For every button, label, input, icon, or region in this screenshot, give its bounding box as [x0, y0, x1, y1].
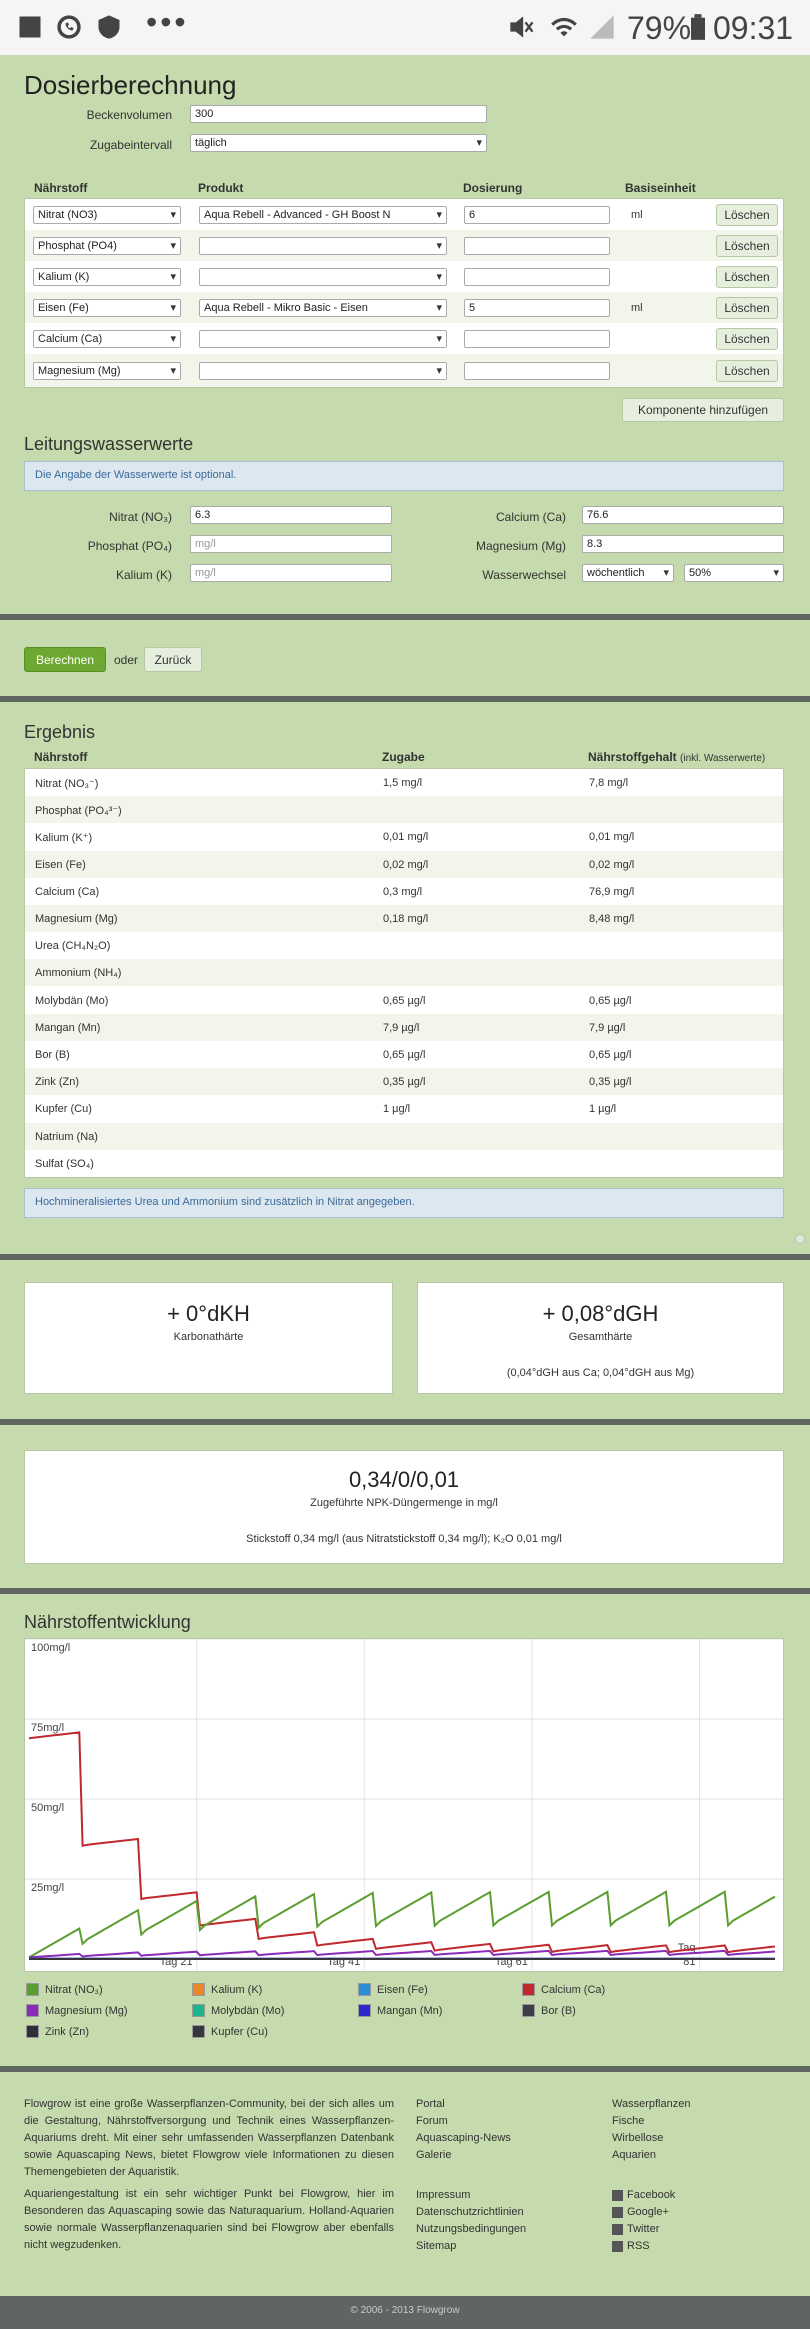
water-change-freq-select[interactable]: wöchentlich ▾: [582, 564, 674, 582]
footer-link[interactable]: Nutzungsbedingungen: [416, 2223, 527, 2235]
divider: [0, 1588, 810, 1594]
result-nutrient: Natrium (Na): [35, 1130, 98, 1143]
result-row: [25, 796, 783, 823]
result-nutrient: Eisen (Fe): [35, 858, 86, 871]
result-col-content-note: (inkl. Wasserwerte): [680, 753, 766, 764]
social-label: Twitter: [627, 2223, 660, 2235]
result-content: 0,35 µg/l: [589, 1076, 632, 1089]
divider: [0, 696, 810, 702]
result-dose: 0,65 µg/l: [383, 1049, 426, 1061]
result-nutrient: Magnesium (Mg): [35, 913, 118, 925]
dosage-row: [25, 199, 783, 230]
kh-card: [24, 1282, 393, 1394]
legend-swatch: [358, 1983, 371, 1996]
legend-label: Magnesium (Mg): [45, 2004, 128, 2017]
result-row: [25, 823, 783, 850]
legend-swatch: [522, 2004, 535, 2017]
phosphate-input[interactable]: mg/l: [190, 535, 392, 553]
scroll-handle[interactable]: [795, 1234, 805, 1244]
delete-button[interactable]: Löschen: [716, 235, 778, 257]
dosage-input[interactable]: 5: [464, 299, 610, 317]
wifi-icon: [550, 13, 578, 41]
legend-item[interactable]: [358, 2004, 442, 2017]
result-row: [25, 932, 783, 959]
npk-value: 0,34/0/0,01: [348, 1467, 460, 1492]
shield-icon: [95, 13, 123, 41]
series-line: [29, 1732, 775, 1952]
result-nutrient: Urea (CH₄N₂O): [35, 940, 111, 953]
result-nutrient: Mangan (Mn): [35, 1021, 101, 1034]
volume-label: Beckenvolumen: [86, 108, 172, 122]
result-dose: 0,65 µg/l: [383, 994, 426, 1007]
add-component-button[interactable]: Komponente hinzufügen: [622, 398, 784, 422]
result-content: 0,01 mg/l: [589, 831, 635, 844]
legend-item[interactable]: [522, 1983, 605, 1996]
result-dose: 0,35 µg/l: [383, 1076, 426, 1089]
delete-button[interactable]: Löschen: [716, 297, 778, 319]
result-info: Hochmineralisiertes Urea und Ammonium sind zusätzlich in Nitrat angegeben.: [24, 1188, 784, 1218]
x-tick-label: Tag 41: [327, 1956, 361, 1968]
footer-link[interactable]: Fische: [612, 2115, 645, 2127]
product-select[interactable]: [199, 362, 447, 380]
social-icon: [612, 2190, 623, 2201]
footer-link[interactable]: Wirbellose: [612, 2132, 664, 2144]
calcium-label: Calcium (Ca): [495, 510, 566, 524]
result-content: 7,8 mg/l: [589, 777, 629, 789]
result-dose: 7,9 µg/l: [383, 1021, 420, 1034]
npk-card: [24, 1450, 784, 1564]
result-row: [25, 878, 783, 905]
legend-item[interactable]: [26, 2004, 128, 2017]
signal-icon: [588, 13, 616, 41]
result-col-dose: Zugabe: [382, 750, 425, 764]
nutrient-select[interactable]: Kalium (K) ▾: [33, 268, 181, 286]
legend-label: Bor (B): [541, 2004, 576, 2017]
divider: [0, 614, 810, 620]
water-change-pct-select[interactable]: 50% ▾: [684, 564, 784, 582]
result-nutrient: Bor (B): [35, 1049, 70, 1061]
calculate-button[interactable]: Berechnen: [24, 647, 106, 672]
col-product: Produkt: [198, 181, 244, 195]
result-row: [25, 851, 783, 878]
result-row: [25, 1068, 783, 1095]
result-nutrient: Nitrat (NO₃⁻): [35, 778, 99, 790]
footer-link[interactable]: Impressum: [416, 2189, 471, 2201]
legend-label: Calcium (Ca): [541, 1983, 606, 1996]
product-select[interactable]: [199, 237, 447, 255]
social-link[interactable]: [612, 2223, 659, 2235]
result-col-content-label: Nährstoffgehalt: [588, 750, 677, 764]
social-link[interactable]: [612, 2206, 669, 2218]
result-row: [25, 959, 783, 986]
legend-swatch: [192, 1983, 205, 1996]
npk-note: Stickstoff 0,34 mg/l (aus Nitratstickstoff 0,34 mg/l); K₂O 0,01 mg/l: [246, 1533, 562, 1545]
interval-select[interactable]: täglich ▾: [190, 134, 487, 152]
water-change-label: Wasserwechsel: [482, 568, 566, 582]
chart-container: [24, 1638, 784, 1972]
col-nutrient: Nährstoff: [34, 181, 88, 195]
result-content: 7,9 µg/l: [589, 1021, 626, 1034]
footer-link[interactable]: Forum: [416, 2115, 448, 2127]
result-content: 0,65 µg/l: [589, 994, 632, 1007]
unit-text: ml: [631, 302, 643, 314]
result-content: 8,48 mg/l: [589, 913, 635, 925]
legend-swatch: [192, 2004, 205, 2017]
result-row: [25, 1041, 783, 1068]
delete-button[interactable]: Löschen: [716, 328, 778, 350]
nutrient-select[interactable]: Phosphat (PO4) ▾: [33, 237, 181, 255]
potassium-input[interactable]: mg/l: [190, 564, 392, 582]
footer-link[interactable]: Wasserpflanzen: [612, 2098, 691, 2110]
social-icon: [612, 2241, 623, 2252]
result-nutrient: Calcium (Ca): [35, 885, 100, 898]
dosage-row: [25, 292, 783, 323]
series-line: [29, 1951, 775, 1958]
copyright: © 2006 - 2013 Flowgrow: [0, 2296, 810, 2329]
legend-label: Eisen (Fe): [377, 1983, 428, 1996]
legend-item[interactable]: [192, 2004, 284, 2017]
gh-note: (0,04°dGH aus Ca; 0,04°dGH aus Mg): [506, 1367, 695, 1379]
legend-swatch: [358, 2004, 371, 2017]
result-col-nutrient: Nährstoff: [34, 750, 88, 764]
legend-item[interactable]: [522, 2004, 576, 2017]
x-tick-label: Tag 61: [494, 1956, 528, 1968]
social-link[interactable]: [612, 2240, 650, 2252]
result-row: [25, 1123, 783, 1150]
result-dose: 1 µg/l: [383, 1103, 411, 1116]
social-link[interactable]: [612, 2189, 675, 2201]
nutrient-select[interactable]: Eisen (Fe) ▾: [33, 299, 181, 317]
phosphate-label: Phosphat (PO₄): [87, 539, 172, 553]
footer-about: Flowgrow ist eine große Wasserpflanzen-Community, bei der sich alles um die Gestaltung, Nährstoffversorgung und Technik eines Wasserpflanzen-Aquariums dreht. Mit einer sehr umfassenden Wasserpflanzen Datenbank sowie Aquascaping News, bietet Flowgrow viele Informationen zu diesen Themengebieten der Aquaristik.: [24, 2098, 394, 2178]
social-label: Facebook: [627, 2189, 676, 2201]
nitrate-input[interactable]: 6.3: [190, 506, 392, 524]
col-dosage: Dosierung: [463, 181, 523, 195]
calcium-input[interactable]: 76.6: [582, 506, 784, 524]
result-content: 1 µg/l: [589, 1103, 617, 1116]
magnesium-input[interactable]: 8.3: [582, 535, 784, 553]
result-nutrient: Kupfer (Cu): [35, 1103, 92, 1116]
result-title: Ergebnis: [24, 722, 96, 742]
legend-swatch: [26, 2004, 39, 2017]
legend-label: Kupfer (Cu): [211, 2025, 268, 2038]
divider: [0, 2066, 810, 2072]
result-nutrient: Ammonium (NH₄): [35, 967, 122, 980]
result-nutrient: Molybdän (Mo): [35, 994, 109, 1007]
nutrient-select[interactable]: Magnesium (Mg) ▾: [33, 362, 181, 380]
result-row: [25, 1095, 783, 1122]
volume-input[interactable]: 300: [190, 105, 487, 123]
legend-label: Mangan (Mn): [377, 2004, 443, 2017]
col-unit: Basiseinheit: [625, 181, 696, 195]
product-select[interactable]: [199, 268, 447, 286]
chart-title: Nährstoffentwicklung: [24, 1612, 191, 1632]
potassium-label: Kalium (K): [115, 568, 172, 582]
status-bar: [0, 0, 810, 55]
dosage-input[interactable]: [464, 330, 610, 348]
result-col-content: [588, 750, 765, 764]
legend-item[interactable]: [192, 1983, 262, 1996]
whatsapp-icon: [55, 13, 83, 41]
x-tick-label: Tag: [677, 1942, 696, 1954]
result-nutrient: Kalium (K⁺): [35, 832, 93, 845]
dosage-input[interactable]: 6: [464, 206, 610, 224]
product-select[interactable]: Aqua Rebell - Advanced - GH Boost N ▾: [199, 206, 447, 224]
footer-link[interactable]: Portal: [416, 2098, 445, 2110]
result-content: 0,65 µg/l: [589, 1049, 632, 1061]
gh-card: [417, 1282, 784, 1394]
product-select[interactable]: Aqua Rebell - Mikro Basic - Eisen ▾: [199, 299, 447, 317]
page-title: Dosierberechnung: [24, 70, 237, 100]
legend-label: Molybdän (Mo): [211, 2004, 285, 2017]
result-dose: 0,18 mg/l: [383, 913, 429, 925]
delete-button[interactable]: Löschen: [716, 204, 778, 226]
social-icon: [612, 2207, 623, 2218]
clock: 09:31: [713, 10, 794, 46]
more-icon: •••: [146, 4, 189, 40]
legend-swatch: [522, 1983, 535, 1996]
dosage-row: [25, 230, 783, 261]
social-label: Google+: [627, 2206, 669, 2218]
product-select[interactable]: [199, 330, 447, 348]
y-tick-label: 100mg/l: [31, 1642, 71, 1654]
result-nutrient: Phosphat (PO₄³⁻): [35, 805, 122, 818]
battery-percent: 79%: [627, 10, 692, 46]
nitrate-label: Nitrat (NO₃): [109, 510, 172, 524]
legend-swatch: [192, 2025, 205, 2038]
dosage-input[interactable]: [464, 362, 610, 380]
footer-about-2: Aquariengestaltung ist ein sehr wichtiger Punkt bei Flowgrow, hier im Besonderen das Aquascaping sowie das Naturaquarium. Holland-Aquarien sowie normale Wasserpflanzenaquarien sind bei Flowgrow aber ebenfalls nicht wegzudenken.: [24, 2188, 394, 2251]
result-row: [25, 987, 783, 1014]
result-dose: 0,02 mg/l: [383, 858, 429, 871]
magnesium-label: Magnesium (Mg): [475, 539, 566, 553]
result-dose: 1,5 mg/l: [383, 777, 423, 789]
legend-label: Nitrat (NO₃): [45, 1983, 103, 1996]
delete-button[interactable]: Löschen: [716, 266, 778, 288]
legend-label: Zink (Zn): [45, 2025, 89, 2038]
npk-label: Zugeführte NPK-Düngermenge in mg/l: [310, 1497, 498, 1509]
divider: [0, 1419, 810, 1425]
or-text: oder: [114, 653, 139, 667]
y-tick-label: 25mg/l: [31, 1882, 65, 1894]
delete-button[interactable]: Löschen: [716, 360, 778, 382]
social-label: RSS: [627, 2240, 650, 2252]
result-content: 76,9 mg/l: [589, 885, 635, 898]
footer-link[interactable]: Aquascaping-News: [416, 2132, 511, 2144]
dosage-row: [25, 323, 783, 354]
x-tick-label: 81: [683, 1956, 696, 1968]
gh-label: Gesamthärte: [568, 1331, 633, 1343]
legend-item[interactable]: [26, 1983, 103, 1996]
result-dose: 0,3 mg/l: [383, 885, 423, 898]
dosage-input[interactable]: [464, 268, 610, 286]
interval-label: Zugabeintervall: [89, 138, 172, 152]
legend-swatch: [26, 1983, 39, 1996]
result-dose: 0,01 mg/l: [383, 831, 429, 844]
result-nutrient: Zink (Zn): [35, 1076, 79, 1089]
footer-link[interactable]: Sitemap: [416, 2240, 457, 2252]
result-row: [25, 905, 783, 932]
nutrient-select[interactable]: Nitrat (NO3) ▾: [33, 206, 181, 224]
back-button[interactable]: Zurück: [144, 647, 202, 672]
nutrient-chart: [25, 1639, 783, 1971]
dosage-row: [25, 354, 783, 387]
result-row: [25, 769, 783, 796]
footer-link[interactable]: Galerie: [416, 2149, 452, 2161]
legend-item[interactable]: [192, 2025, 268, 2038]
nutrient-select[interactable]: Calcium (Ca) ▾: [33, 330, 181, 348]
series-line: [29, 1892, 775, 1958]
divider: [0, 1254, 810, 1260]
kh-label: Karbonathärte: [173, 1331, 244, 1343]
dosage-table: [24, 198, 784, 388]
tapwater-title: Leitungswasserwerte: [24, 434, 194, 454]
y-tick-label: 75mg/l: [31, 1722, 65, 1734]
mute-icon: [508, 13, 536, 41]
result-row: [25, 1014, 783, 1041]
legend-swatch: [26, 2025, 39, 2038]
legend-label: Kalium (K): [211, 1983, 263, 1996]
kh-value: + 0°dKH: [167, 1301, 250, 1326]
y-tick-label: 50mg/l: [31, 1802, 65, 1814]
social-icon: [612, 2224, 623, 2235]
x-tick-label: Tag 21: [159, 1956, 193, 1968]
footer-link[interactable]: Datenschutzrichtlinien: [416, 2206, 524, 2218]
unit-text: ml: [631, 209, 643, 221]
legend-item[interactable]: [358, 1983, 428, 1996]
result-row: [25, 1150, 783, 1177]
dosage-input[interactable]: [464, 237, 610, 255]
result-table: [24, 768, 784, 1178]
dosage-row: [25, 261, 783, 292]
gh-value: + 0,08°dGH: [542, 1301, 659, 1326]
battery-icon: [688, 13, 708, 41]
image-icon: [16, 13, 44, 41]
footer-link[interactable]: Aquarien: [612, 2149, 657, 2161]
legend-item[interactable]: [26, 2025, 89, 2038]
tapwater-info: Die Angabe der Wasserwerte ist optional.: [24, 461, 784, 491]
result-nutrient: Sulfat (SO₄): [35, 1157, 94, 1170]
result-content: 0,02 mg/l: [589, 858, 635, 871]
